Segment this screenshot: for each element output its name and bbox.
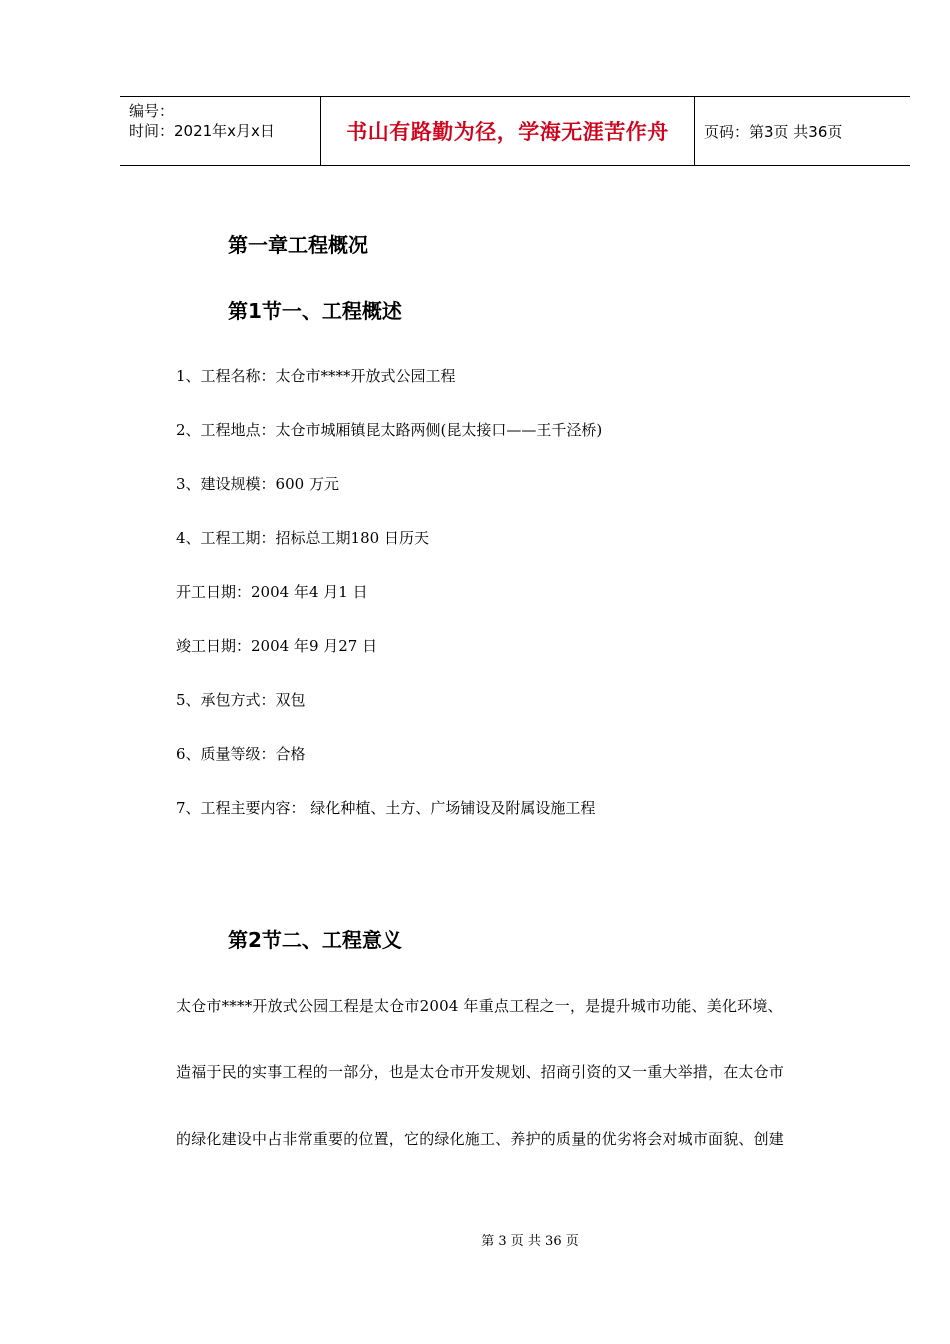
section1-item: 3、建设规模：600 万元 — [176, 475, 339, 493]
section1-item: 1、工程名称：太仓市****开放式公园工程 — [176, 367, 456, 385]
page-footer — [0, 1230, 950, 1249]
section2-body-line: 造福于民的实事工程的一部分，也是太仓市开发规划、招商引资的又一重大举措，在太仓市 — [176, 1063, 785, 1081]
section2-title: 第2节二、工程意义 — [228, 928, 402, 952]
section1-item: 5、承包方式：双包 — [176, 691, 306, 709]
header-meta-cell — [120, 97, 321, 165]
section1-item: 2、工程地点：太仓市城厢镇昆太路两侧(昆太接口——王千泾桥) — [176, 421, 603, 439]
chapter-title: 第一章工程概况 — [228, 233, 368, 257]
section1-item: 6、质量等级：合格 — [176, 745, 306, 763]
section1-title: 第1节一、工程概述 — [228, 299, 402, 323]
motto-text: 书山有路勤为径，学海无涯苦作舟 — [346, 120, 669, 144]
header-page-cell — [695, 97, 910, 165]
footer-page-number: 第 3 页 共 36 页 — [481, 1234, 579, 1249]
number-label: 编号： — [129, 102, 175, 120]
page-label: 页码：第3页 共36页 — [704, 122, 843, 141]
document-header — [120, 96, 910, 166]
section1-item: 开工日期：2004 年4 月1 日 — [176, 583, 368, 601]
time-label: 时间：2021年x月x日 — [129, 122, 275, 140]
section2-body-line: 的绿化建设中占非常重要的位置，它的绿化施工、养护的质量的优劣将会对城市面貌、创建 — [176, 1130, 785, 1148]
section1-item: 7、工程主要内容： 绿化种植、土方、广场铺设及附属设施工程 — [176, 799, 596, 817]
section1-item: 竣工日期：2004 年9 月27 日 — [176, 637, 378, 655]
section1-item: 4、工程工期：招标总工期180 日历天 — [176, 529, 429, 547]
section2-body-line: 太仓市****开放式公园工程是太仓市2004 年重点工程之一，是提升城市功能、美化环境、 — [176, 997, 783, 1015]
header-motto-cell — [321, 97, 695, 165]
